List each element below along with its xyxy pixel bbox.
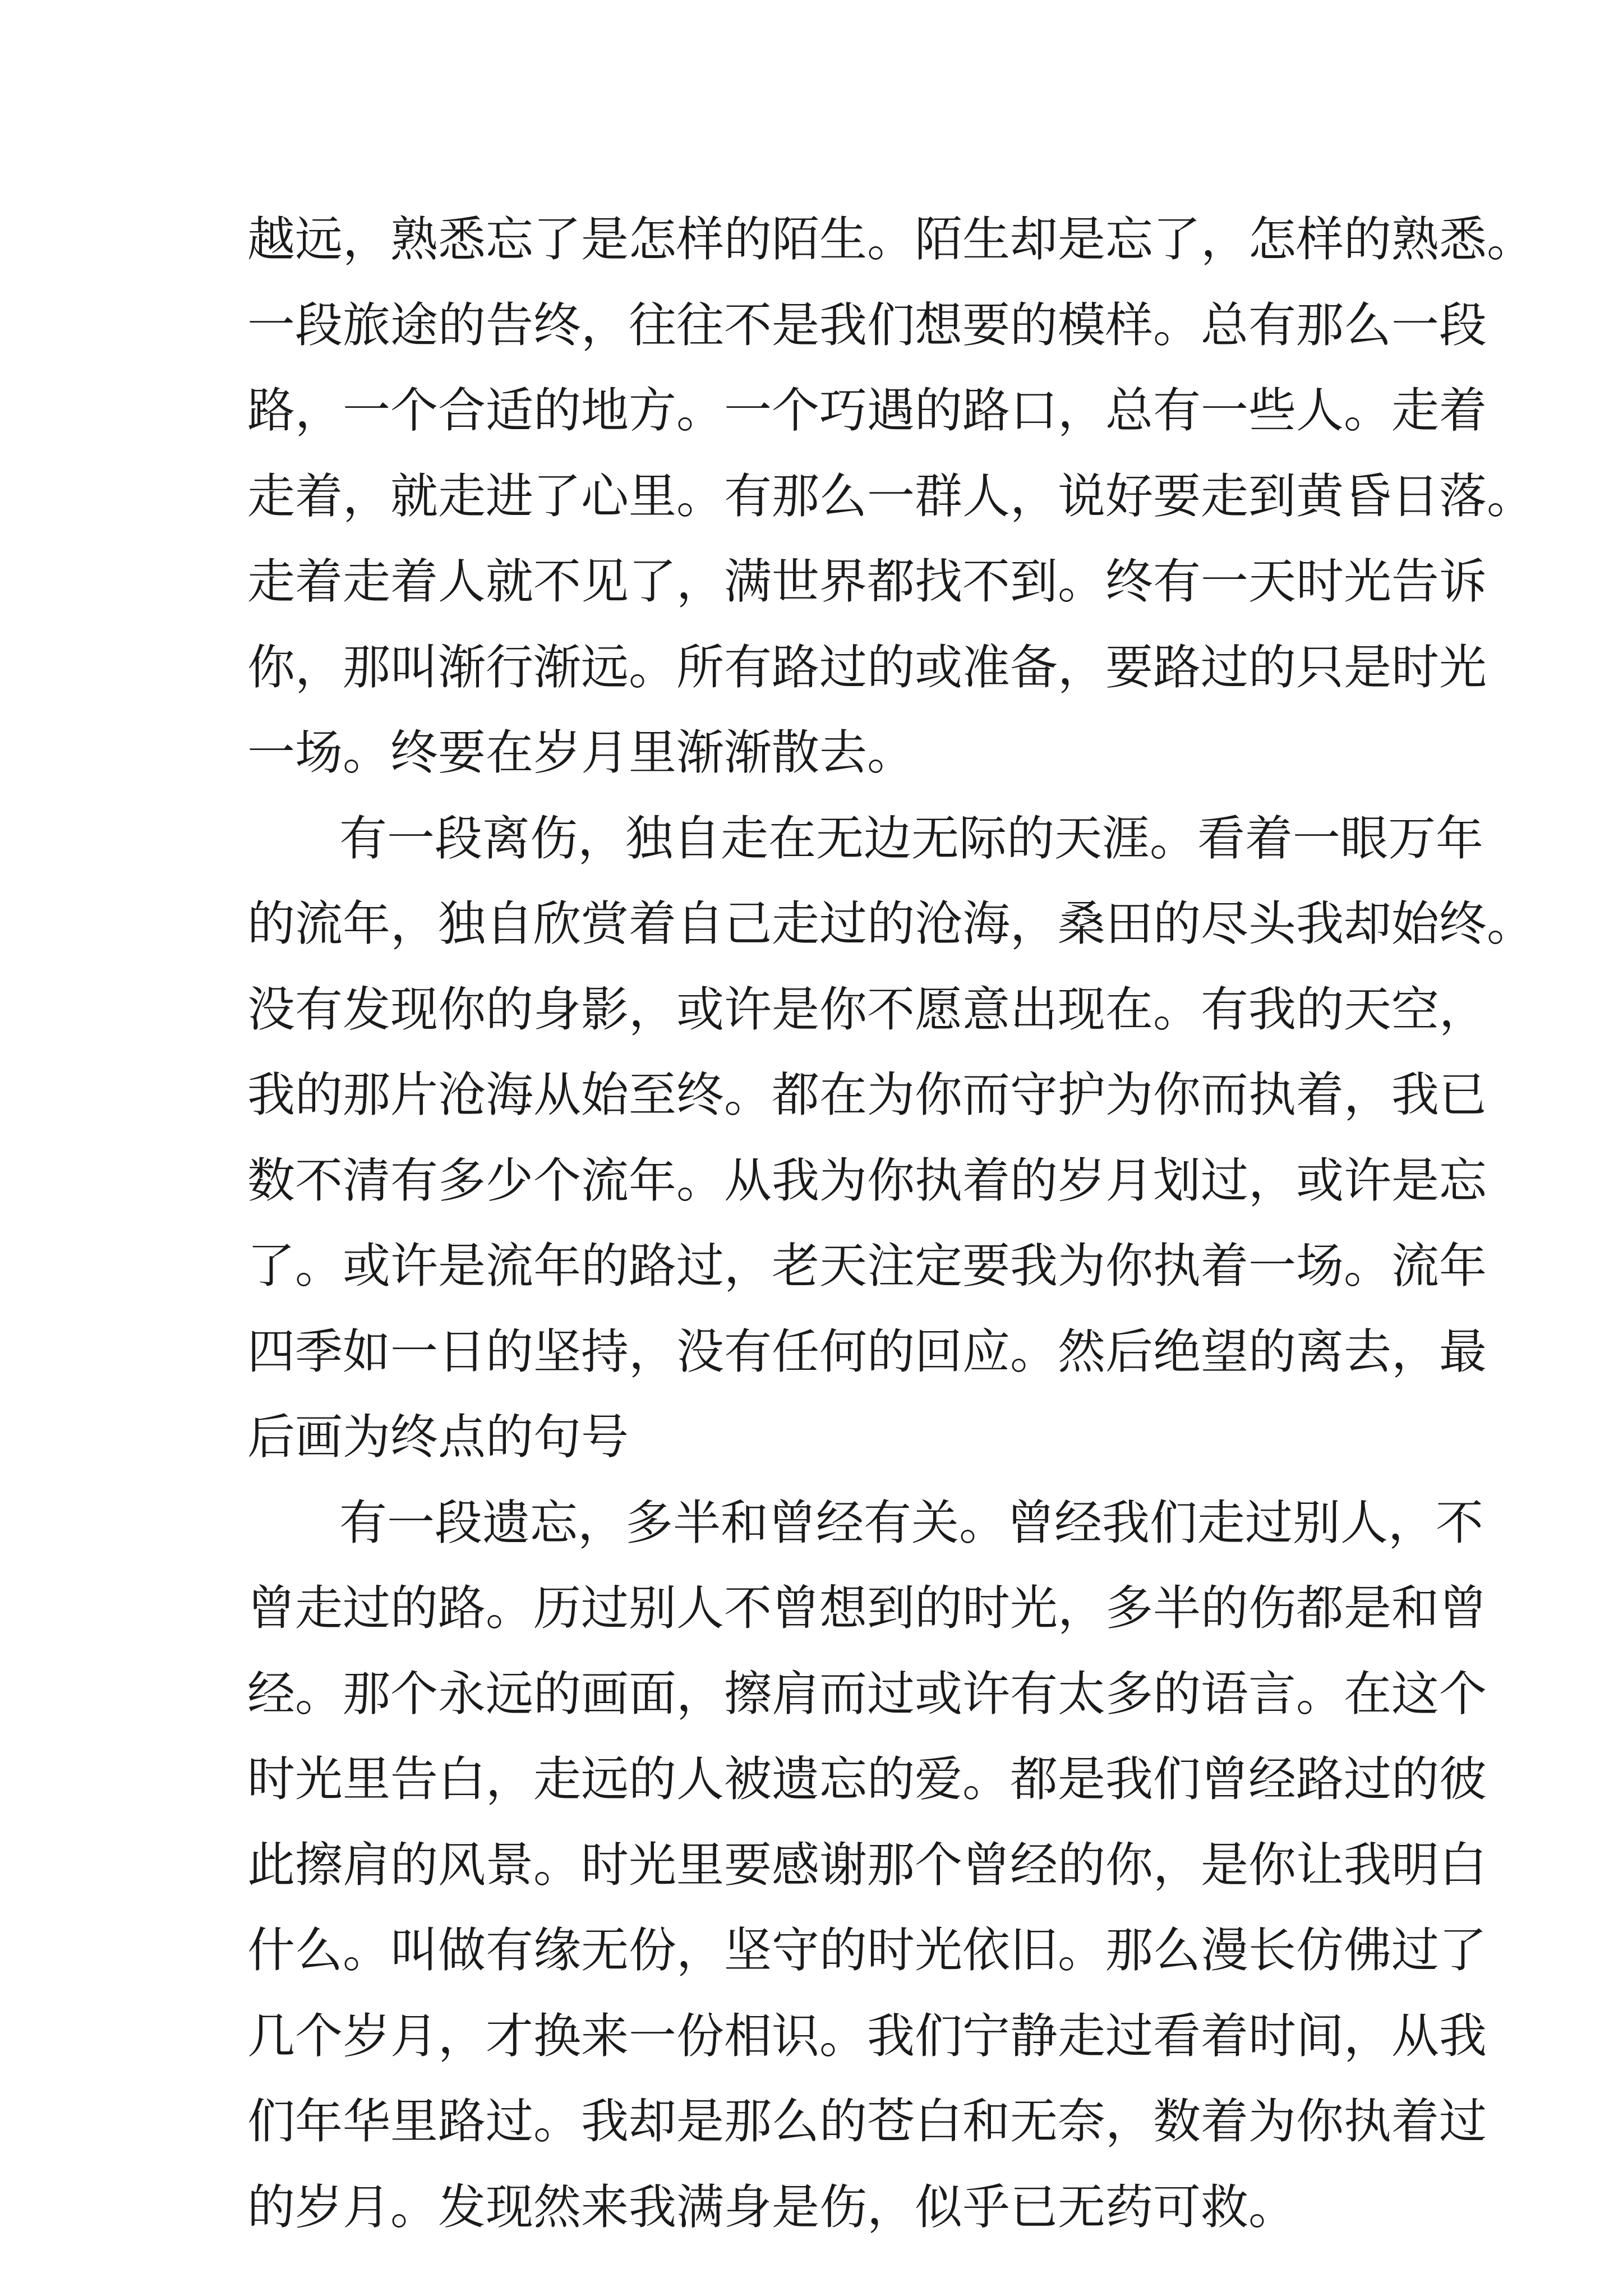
text-line: 的流年，独自欣赏着自己走过的沧海，桑田的尽头我却始终。	[247, 896, 1535, 952]
text-line: 我的那片沧海从始至终。都在为你而守护为你而执着，我已	[247, 1068, 1487, 1123]
paragraph-2	[247, 797, 1535, 1481]
text-line: 此擦肩的风景。时光里要感谢那个曾经的你，是你让我明白	[247, 1837, 1487, 1893]
text-line: 后画为终点的句号	[247, 1410, 629, 1465]
text-line: 曾走过的路。历过别人不曾想到的时光，多半的伤都是和曾	[247, 1581, 1487, 1636]
text-line: 一段旅途的告终，往往不是我们想要的模样。总有那么一段	[247, 297, 1487, 353]
text-line: 时光里告白，走远的人被遗忘的爱。都是我们曾经路过的彼	[247, 1752, 1487, 1807]
text-line: 们年华里路过。我却是那么的苍白和无奈，数着为你执着过	[247, 2094, 1487, 2150]
text-line: 的岁月。发现然来我满身是伤，似乎已无药可救。	[247, 2179, 1297, 2235]
text-line: 你，那叫渐行渐远。所有路过的或准备，要路过的只是时光	[247, 639, 1487, 696]
text-line: 一场。终要在岁月里渐渐散去。	[247, 725, 915, 781]
text-line: 什么。叫做有缘无份，坚守的时光依旧。那么漫长仿佛过了	[247, 1923, 1487, 1978]
text-line: 了。或许是流年的路过，老天注定要我为你执着一场。流年	[247, 1239, 1487, 1294]
text-line: 几个岁月，才换来一份相识。我们宁静走过看着时间，从我	[247, 2008, 1487, 2064]
text-line: 没有发现你的身影，或许是你不愿意出现在。有我的天空，	[247, 982, 1487, 1038]
text-line: 有一段遗忘，多半和曾经有关。曾经我们走过别人，不	[339, 1495, 1484, 1551]
paragraph-3	[247, 1481, 1487, 2251]
text-line: 越远，熟悉忘了是怎样的陌生。陌生却是忘了，怎样的熟悉。	[247, 212, 1535, 268]
text-line: 经。那个永远的画面，擦肩而过或许有太多的语言。在这个	[247, 1666, 1487, 1722]
paragraph-1	[247, 197, 1535, 797]
text-line: 走着走着人就不见了，满世界都找不到。终有一天时光告诉	[247, 554, 1487, 610]
text-line: 走着，就走进了心里。有那么一群人，说好要走到黄昏日落。	[247, 468, 1535, 524]
text-line: 四季如一日的坚持，没有任何的回应。然后绝望的离去，最	[247, 1324, 1487, 1380]
document-body	[247, 197, 1535, 2251]
text-line: 数不清有多少个流年。从我为你执着的岁月划过，或许是忘	[247, 1153, 1487, 1209]
text-line: 路，一个合适的地方。一个巧遇的路口，总有一些人。走着	[247, 383, 1487, 439]
text-line: 有一段离伤，独自走在无边无际的天涯。看着一眼万年	[339, 811, 1484, 867]
